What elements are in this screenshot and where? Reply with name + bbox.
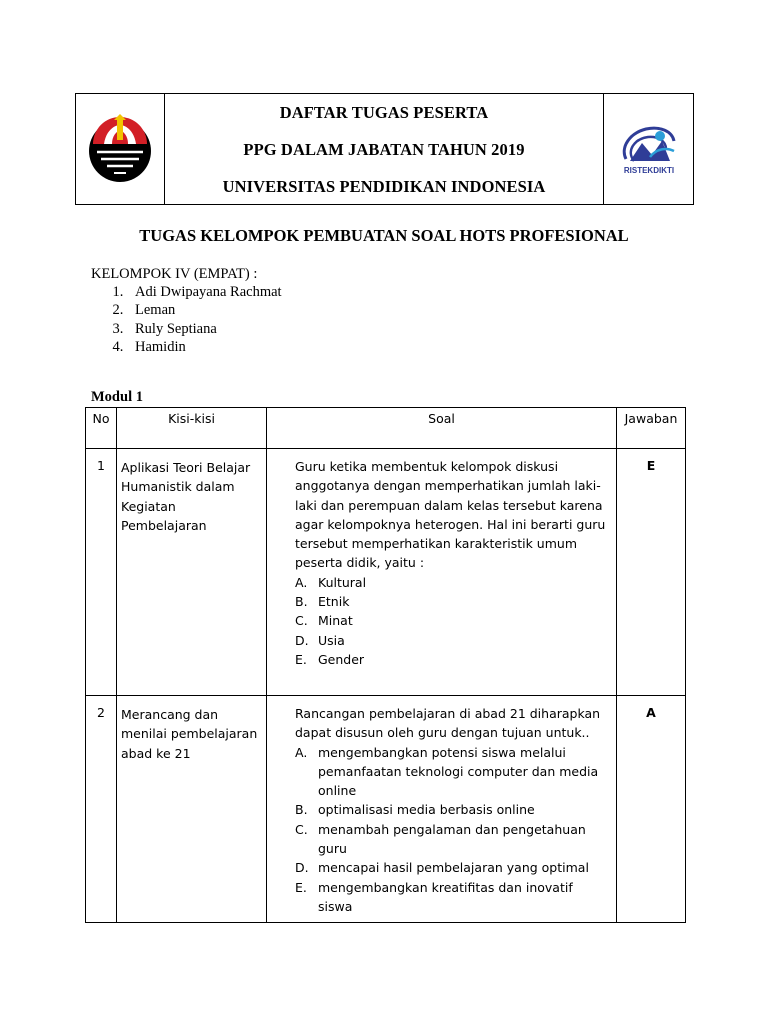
header-soal: Soal — [267, 408, 617, 449]
row-answer: A — [617, 696, 686, 923]
option-label: D. — [295, 632, 309, 648]
modul-label: Modul 1 — [91, 389, 143, 405]
ristekdikti-logo-cell — [604, 94, 693, 204]
option-item — [295, 592, 610, 611]
row-soal — [267, 449, 617, 696]
header-jawaban: Jawaban — [617, 408, 686, 449]
header-line-3: UNIVERSITAS PENDIDIKAN INDONESIA — [222, 176, 546, 196]
ristekdikti-logo-icon — [616, 121, 682, 177]
member-item: 3. Ruly Septiana — [127, 320, 282, 338]
member-item: 4. Hamidin — [127, 338, 282, 356]
question-text: Rancangan pembelajaran di abad 21 diharapkan dapat disusun oleh guru dengan tujuan untuk.. — [295, 706, 601, 741]
header-line-1: DAFTAR TUGAS PESERTA — [279, 102, 489, 122]
question-text: Guru ketika membentuk kelompok diskusi anggotanya dengan memperhatikan jumlah laki-laki dan perempuan dalam kelas tersebut karena agar kelompoknya heterogen. Hal ini berarti guru tersebut memperhatikan karakteristik umum peserta didik, yaitu : — [295, 459, 606, 571]
option-label: E. — [295, 651, 307, 667]
header-kisi: Kisi-kisi — [117, 408, 267, 449]
option-text: mengembangkan kreatifitas dan inovatif siswa — [318, 879, 573, 914]
option-item — [295, 743, 610, 801]
option-label: A. — [295, 574, 308, 590]
table-row — [86, 696, 686, 923]
row-kisi: Merancang dan menilai pembelajaran abad ke 21 — [117, 696, 267, 923]
option-text: Minat — [318, 613, 353, 629]
header-line-2: PPG DALAM JABATAN TAHUN 2019 — [243, 139, 525, 159]
table-row — [86, 449, 686, 696]
upi-logo-cell — [76, 94, 165, 204]
option-item — [295, 611, 610, 630]
row-answer: E — [617, 449, 686, 696]
upi-logo-icon — [85, 114, 155, 184]
option-item — [295, 650, 610, 669]
option-item — [295, 878, 610, 917]
option-label: C. — [295, 821, 308, 837]
option-text: mengembangkan potensi siswa melalui pemanfaatan teknologi computer dan media online — [318, 744, 599, 799]
option-label: B. — [295, 594, 308, 610]
row-kisi: Aplikasi Teori Belajar Humanistik dalam Kegiatan Pembelajaran — [117, 449, 267, 696]
option-text: menambah pengalaman dan pengetahuan guru — [318, 821, 586, 857]
option-text: Gender — [318, 651, 365, 667]
header-no: No — [86, 408, 117, 449]
document-title: TUGAS KELOMPOK PEMBUATAN SOAL HOTS PROFESIONAL — [139, 226, 629, 245]
member-list — [91, 283, 282, 356]
option-text: Usia — [318, 632, 345, 648]
option-label: C. — [295, 613, 308, 629]
ristekdikti-logo-text: RISTEKDIKTI — [623, 166, 674, 175]
header-title-cell — [165, 94, 604, 204]
option-text: Etnik — [318, 594, 350, 610]
member-item: 2. Leman — [127, 301, 282, 319]
option-item — [295, 800, 610, 819]
table-header-row — [86, 408, 686, 449]
option-label: D. — [295, 860, 309, 876]
option-item — [295, 820, 610, 859]
option-text: optimalisasi media berbasis online — [318, 802, 535, 818]
option-text: mencapai hasil pembelajaran yang optimal — [318, 860, 589, 876]
row-number: 1 — [86, 449, 117, 696]
row-soal — [267, 696, 617, 923]
option-label: B. — [295, 802, 308, 818]
option-label: E. — [295, 879, 307, 895]
group-label: KELOMPOK IV (EMPAT) : — [91, 266, 258, 282]
group-section — [91, 265, 282, 356]
row-number: 2 — [86, 696, 117, 923]
option-item — [295, 631, 610, 650]
option-item — [295, 573, 610, 592]
option-item — [295, 858, 610, 877]
option-text: Kultural — [318, 574, 367, 590]
header-box — [75, 93, 694, 205]
option-label: A. — [295, 744, 308, 760]
question-table — [85, 407, 686, 923]
member-item: 1. Adi Dwipayana Rachmat — [127, 283, 282, 301]
